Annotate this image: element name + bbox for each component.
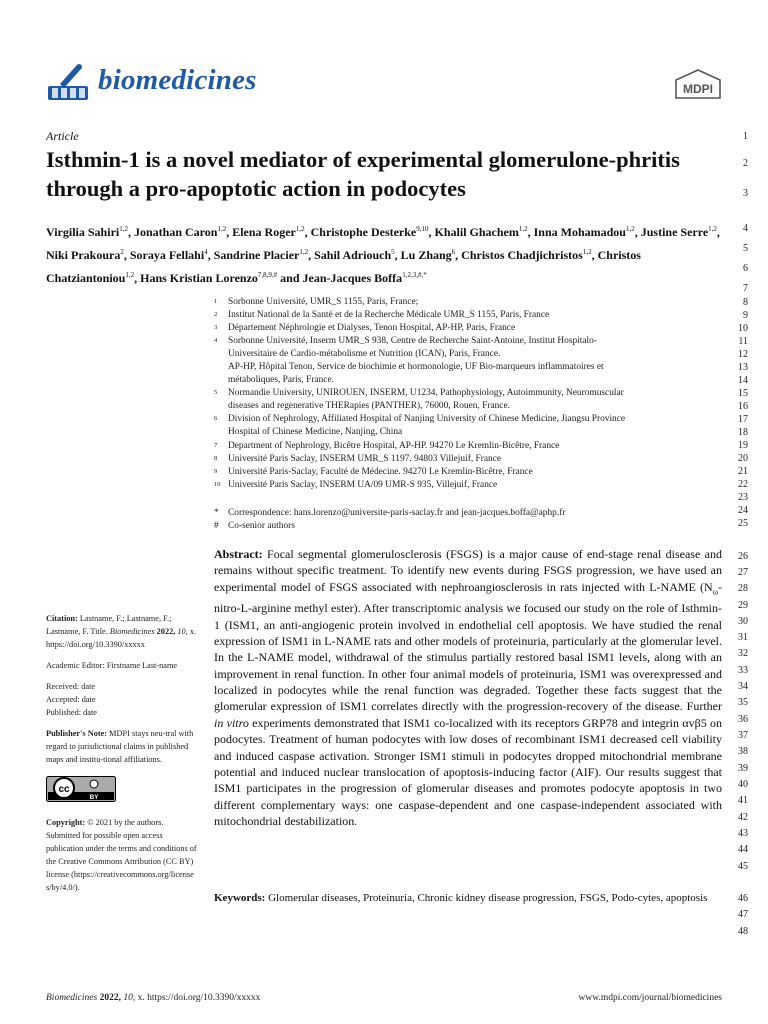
citation-label: Citation: (46, 614, 78, 623)
affiliation-line: Hospital of Chinese Medicine, Nanjing, China (228, 427, 403, 438)
affiliation (214, 466, 734, 479)
affiliation-line: Département Néphrologie et Dialyses, Tenon Hospital, AP-HP, Paris, France (228, 323, 516, 334)
author: Jonathan Caron (133, 225, 218, 239)
author-affiliation-marker: 1,2 (217, 225, 227, 233)
author: Niki Prakoura (46, 248, 121, 262)
correspondence-block (214, 507, 734, 533)
citation-volume: 10, (175, 627, 188, 636)
author-affiliation-marker: 1,2,3,#,* (402, 271, 427, 279)
citation (46, 612, 198, 651)
author: Lu Zhang (400, 248, 452, 262)
line-number: 45 (738, 861, 748, 872)
line-number: 39 (738, 763, 748, 774)
cc-text: cc (58, 784, 70, 795)
affiliation-number: 7 (214, 441, 218, 449)
affiliation-line: Université Paris Saclay, INSERM UMR_S 1197. 94803 Villejuif, France (228, 453, 502, 464)
line-number: 32 (738, 648, 748, 659)
line-number: 27 (738, 567, 748, 578)
cosenior-text: Co-senior authors (228, 521, 295, 531)
line-number: 25 (738, 518, 748, 529)
affiliation (214, 309, 734, 322)
received-date: Received: date (46, 682, 96, 691)
keywords (214, 890, 722, 906)
affiliation (214, 387, 734, 413)
line-number: 35 (738, 697, 748, 708)
author-affiliation-marker: 1,2 (119, 225, 128, 233)
line-number: 29 (738, 600, 748, 611)
line-number: 1 (743, 131, 748, 142)
line-number: 31 (738, 632, 748, 643)
line-number: 34 (738, 681, 748, 692)
line-number: 14 (738, 375, 748, 386)
article-title: Isthmin-1 is a novel mediator of experimental glomerulone-phritis through a pro-apoptotic action in podocytes (46, 147, 680, 201)
line-number: 7 (743, 283, 748, 294)
line-number: 5 (743, 243, 748, 254)
cc-by-license-icon[interactable] (46, 776, 116, 802)
affiliation-line: Sorbonne Université, UMR_S 1155, Paris, France; (228, 297, 419, 307)
author-affiliation-marker: 1,2 (125, 271, 135, 279)
author: Jean-Jacques Boffa (302, 271, 403, 285)
affiliation-number: 6 (214, 415, 218, 423)
omega-subscript: ω (712, 587, 718, 597)
author-affiliation-marker: 1,2 (518, 225, 528, 233)
line-number: 38 (738, 746, 748, 757)
in-vitro-italic: in vitro (214, 715, 249, 730)
affiliation-line: Université Paris Saclay, INSERM UA/09 UMR-S 935, Villejuif, France (228, 479, 498, 490)
affiliations (214, 296, 734, 492)
line-number: 41 (738, 795, 748, 806)
line-number: 11 (738, 336, 748, 347)
mdpi-logo (672, 68, 724, 102)
line-number: 36 (738, 714, 748, 725)
affiliation-line: Normandie University, UNIROUEN, INSERM, U1234, Pathophysiology, Autoimmunity, Neuromuscular (228, 388, 624, 399)
publisher-note (46, 727, 198, 766)
line-number: 15 (738, 388, 748, 399)
abstract-text-2: experiments demonstrated that ISM1 co-localized with its receptors GRP78 and integrin αvβ5 on podocytes. Treatment of human podocytes with low doses of recombinant ISM1 decreased cell viability and induced caspase activation. Stronger ISM1 stimuli in podocytes dropped mitochondrial membrane potential and induced nuclear translocation of apoptosis-inducing factor (AIF). Our results suggest that ISM1 participates in the progression of glomerular diseases and promotes podocyte apoptosis in two different complementary ways: one caspase-dependent and one caspase-independent associated with mitochondrial destabilization. (214, 715, 722, 828)
author: Virgilia Sahiri (46, 225, 120, 239)
line-number: 48 (738, 926, 748, 937)
published-date: Published: date (46, 708, 97, 717)
line-number: 23 (738, 492, 748, 503)
copyright (46, 816, 198, 894)
line-number: 2 (743, 158, 748, 169)
citation-doi[interactable]: x. https://doi.org/10.3390/xxxxx (46, 627, 197, 649)
sidebar (46, 612, 198, 902)
keywords-text: Glomerular diseases, Proteinuria, Chronic kidney disease progression, FSGS, Podo-cytes, apoptosis (265, 892, 708, 904)
line-number: 8 (743, 297, 748, 308)
author-affiliation-marker: 5 (391, 248, 395, 256)
affiliation-number: 8 (214, 454, 218, 462)
author: Sandrine Placier (213, 248, 300, 262)
publisher-note-label: Publisher's Note: (46, 729, 108, 738)
author-affiliation-marker: 4 (204, 248, 208, 256)
line-number: 44 (738, 844, 748, 855)
line-number: 16 (738, 401, 748, 412)
author: Khalil Ghachem (434, 225, 519, 239)
affiliation (214, 296, 734, 309)
affiliation-number: 9 (214, 467, 218, 475)
affiliation-line: diseases and regenerative THERapies (PANTHER), 76000, Rouen, France. (228, 401, 510, 412)
affiliation (214, 322, 734, 335)
line-number: 19 (738, 440, 748, 451)
author: Soraya Fellahi (129, 248, 205, 262)
line-number: 6 (743, 263, 748, 274)
affiliation-line: Université Paris-Saclay, Faculté de Médecine. 94270 Le Kremlin-Bicêtre, France (228, 466, 533, 477)
cosenior-mark: # (214, 521, 219, 531)
correspondence (214, 507, 734, 520)
affiliation (214, 479, 734, 492)
line-number: 46 (738, 893, 748, 904)
affiliation-line: métaboliques, Paris, France. (228, 375, 334, 386)
author: Hans Kristian Lorenzo (140, 271, 258, 285)
affiliation (214, 453, 734, 466)
affiliation (214, 413, 734, 439)
correspondence-text: Correspondence: hans.lorenzo@universite-paris-saclay.fr and jean-jacques.boffa@aphp.fr (228, 508, 566, 518)
line-number: 26 (738, 551, 748, 562)
affiliation-line: Division of Nephrology, Affiliated Hospital of Nanjing University of Chinese Medicine, Jiangsu Province (228, 414, 626, 425)
affiliation-number: 4 (214, 337, 218, 345)
mdpi-logo-text: MDPI (683, 82, 713, 96)
footer-doi[interactable]: x. https://doi.org/10.3390/xxxxx (135, 993, 261, 1003)
author-affiliation-marker: 1,2 (295, 225, 305, 233)
footer-journal: Biomedicines (46, 993, 98, 1003)
footer-citation (46, 993, 260, 1003)
line-number: 3 (743, 188, 748, 199)
affiliation-line: Department of Nephrology, Bicêtre Hospital, AP-HP. 94270 Le Kremlin-Bicêtre, France (228, 440, 560, 451)
line-number: 17 (738, 414, 748, 425)
journal-logo-icon (46, 62, 90, 102)
affiliation (214, 335, 734, 387)
author: Christos Chadjichristos (461, 248, 583, 262)
abstract-text-1: Focal segmental glomerulosclerosis (FSGS) is a major cause of end-stage renal disease and remains without specific treatment. To identify new events during FSGS progression, we have used an experimental model of FSGS associated with nephroangiosclerosis in rats injected with L-NAME (N (214, 547, 722, 594)
line-number: 9 (743, 310, 748, 321)
line-number: 22 (738, 479, 748, 490)
line-number: 18 (738, 427, 748, 438)
copyright-text: © 2021 by the authors. Submitted for possible open access publication under the terms and conditions of the Creative Commons Attribution (CC BY) license (https://creativecommons.org/license s/by/4.0/). (46, 818, 197, 892)
line-number: 24 (738, 505, 748, 516)
cosenior-note (214, 520, 734, 533)
abstract (214, 546, 722, 829)
line-number: 40 (738, 779, 748, 790)
line-number: 33 (738, 665, 748, 676)
author-affiliation-marker: 1,2 (708, 225, 717, 233)
affiliation-line: Universitaire de Cardio-métabolisme et Nutrition (ICAN), Paris, France. (228, 349, 501, 360)
author-affiliation-marker: 1,2 (582, 248, 592, 256)
keywords-label: Keywords: (214, 892, 266, 904)
footer-year: 2022, (97, 993, 121, 1003)
correspondence-mark: * (214, 508, 219, 518)
author-affiliation-marker: 1,2 (625, 225, 635, 233)
line-number: 47 (738, 909, 748, 920)
accepted-date: Accepted: date (46, 695, 96, 704)
affiliation-line: Sorbonne Université, Inserm UMR_S 938, Centre de Recherche Saint-Antoine, Institut Hospitalo- (228, 336, 597, 347)
academic-editor: Academic Editor: Firstname Last-name (46, 661, 178, 670)
line-number: 20 (738, 453, 748, 464)
line-number: 21 (738, 466, 748, 477)
affiliation-number: 10 (214, 480, 221, 488)
affiliation-line: AP-HP, Hôpital Tenon, Service de biochimie et hormonologie, UF Bio-marqueurs inflammatoires et (228, 362, 604, 373)
affiliation-number: 2 (214, 311, 218, 319)
author-list: Virgilia Sahiri$^{1,2}$, Jonathan Caron$^{1,2}$, Elena Roger$^{1,2}$, Christophe Desterke$^{9,10}$, Khalil Ghachem$^{1,2}$, Inna Mohamadou$^{1,2}$, Justine Serre$^{1,2}$, Niki Prakoura$^2$, Soraya Fellahi$^4$, Sandrine Placier$^{1,2}$, Sahil Adriouch$^5$, Lu Zhang$^6$, Christos Chadjichristos$^{1,2}$, Christos Chatziantoniou$^{1,2}$, Hans Kristian Lorenzo$^{7,8,9,\#}$ and Jean-Jacques Boffa$^{1,2,3,\#,*}$ (46, 225, 720, 285)
affiliation (214, 440, 734, 453)
line-number: 42 (738, 812, 748, 823)
footer-journal-url[interactable]: www.mdpi.com/journal/biomedicines (578, 993, 722, 1003)
author: Inna Mohamadou (533, 225, 626, 239)
journal-name: biomedicines (98, 64, 257, 96)
author: Christos Chatziantoniou (46, 248, 641, 285)
line-number: 4 (743, 223, 748, 234)
citation-text: Lastname, F.; Lastname, F.; Lastname, F. Title. (46, 614, 172, 636)
line-number: 43 (738, 828, 748, 839)
line-number: 30 (738, 616, 748, 627)
abstract-label: Abstract: (214, 547, 263, 561)
line-number: 13 (738, 362, 748, 373)
author: Sahil Adriouch (314, 248, 392, 262)
line-number: 37 (738, 730, 748, 741)
affiliation-number: 1 (214, 298, 218, 305)
author-affiliation-marker: 1,2 (299, 248, 309, 256)
by-text: BY (89, 794, 99, 801)
line-number: 28 (738, 583, 748, 594)
author-affiliation-marker: 7,8,9,# (257, 271, 278, 279)
journal-header (46, 58, 726, 108)
author-affiliation-marker: 2 (120, 248, 124, 256)
author-affiliation-marker: 9,10 (416, 225, 429, 233)
citation-journal: Biomedicines (109, 627, 155, 636)
author-affiliation-marker: 6 (451, 248, 456, 256)
affiliation-number: 3 (214, 324, 218, 332)
footer-volume: 10, (120, 993, 136, 1003)
article-type: Article (46, 129, 79, 143)
author: Christophe Desterke (310, 225, 417, 239)
copyright-label: Copyright: (46, 818, 86, 827)
affiliation-line: Institut National de la Santé et de la Recherche Médicale UMR_S 1155, Paris, France (228, 310, 550, 321)
abstract-text-1b: -nitro-L-arginine methyl ester). After transcriptomic analysis we focused our study on the role of Isthmin-1 (ISM1, an anti-angiogenic protein involved in endothelial cell apoptosis. We have studied the renal expression of ISM1 in L-NAME rats and other models of proteinuria, particularly at the glomerular level. In the L-NAME model, withdrawal of the stimulus partially restored basal ISM1 levels, along with an improvement in renal function. In other four animal models of proteinuria, ISM1 was overexpressed and localized in podocytes while the renal function was degraded. Together these facts suggest that the glomerular expression of ISM1 correlates directly with the progression-recovery of the disease. Further (214, 579, 722, 714)
author: Justine Serre (640, 225, 709, 239)
line-number: 12 (738, 349, 748, 360)
line-number: 10 (738, 323, 748, 334)
author: Elena Roger (232, 225, 296, 239)
citation-year: 2022, (154, 627, 176, 636)
affiliation-number: 5 (214, 389, 218, 397)
publisher-note-text: MDPI stays neu-tral with regard to jurisdictional claims in published maps and institu-tional affiliations. (46, 729, 194, 764)
